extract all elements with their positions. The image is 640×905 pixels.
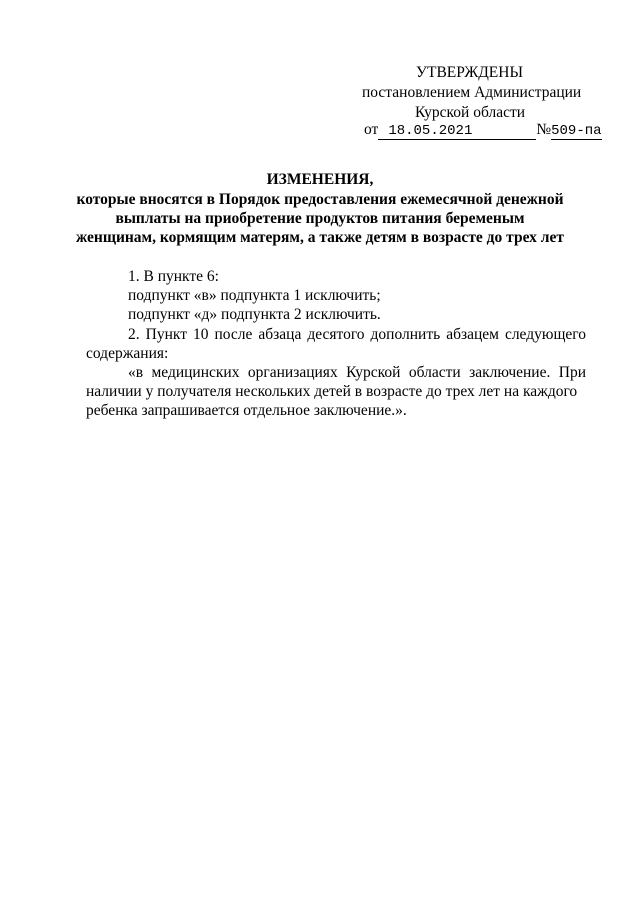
- document-body: [86, 0, 586, 905]
- document-heading: ИЗМЕНЕНИЯ,: [266, 171, 374, 188]
- number-sign: №: [536, 121, 552, 138]
- document-subtitle-line-1: которые вносятся в Порядок предоставления ежемесячной денежной: [76, 191, 564, 208]
- approval-date: 18.05.2021: [378, 123, 536, 140]
- insert-text-line-1: «в медицинских организациях Курской области заключение. При: [128, 364, 586, 381]
- item-2-line-2: содержания:: [86, 345, 169, 362]
- item-1-sub-d: подпункт «д» подпункта 2 исключить.: [128, 306, 381, 323]
- approval-issuer: постановлением Администрации: [362, 84, 582, 101]
- item-1-sub-v: подпункт «в» подпункта 1 исключить;: [128, 287, 381, 304]
- date-prefix: от: [364, 121, 379, 138]
- approval-number: 509-па: [551, 123, 602, 139]
- insert-text-line-3: ребенка запрашивается отдельное заключение.».: [86, 402, 407, 419]
- item-1: 1. В пункте 6:: [128, 268, 219, 285]
- document-subtitle-line-2: выплаты на приобретение продуктов питания беременым: [115, 210, 525, 227]
- item-2-line-1: 2. Пункт 10 после абзаца десятого дополнить абзацем следующего: [128, 326, 586, 343]
- approval-heading: УТВЕРЖДЕНЫ: [416, 64, 523, 81]
- document-subtitle-line-3: женщинам, кормящим матерям, а также детям в возрасте до трех лет: [76, 229, 564, 246]
- approval-region: Курской области: [415, 104, 526, 121]
- insert-text-line-2: наличии у получателя нескольких детей в возрасте до трех лет на каждого: [86, 383, 578, 400]
